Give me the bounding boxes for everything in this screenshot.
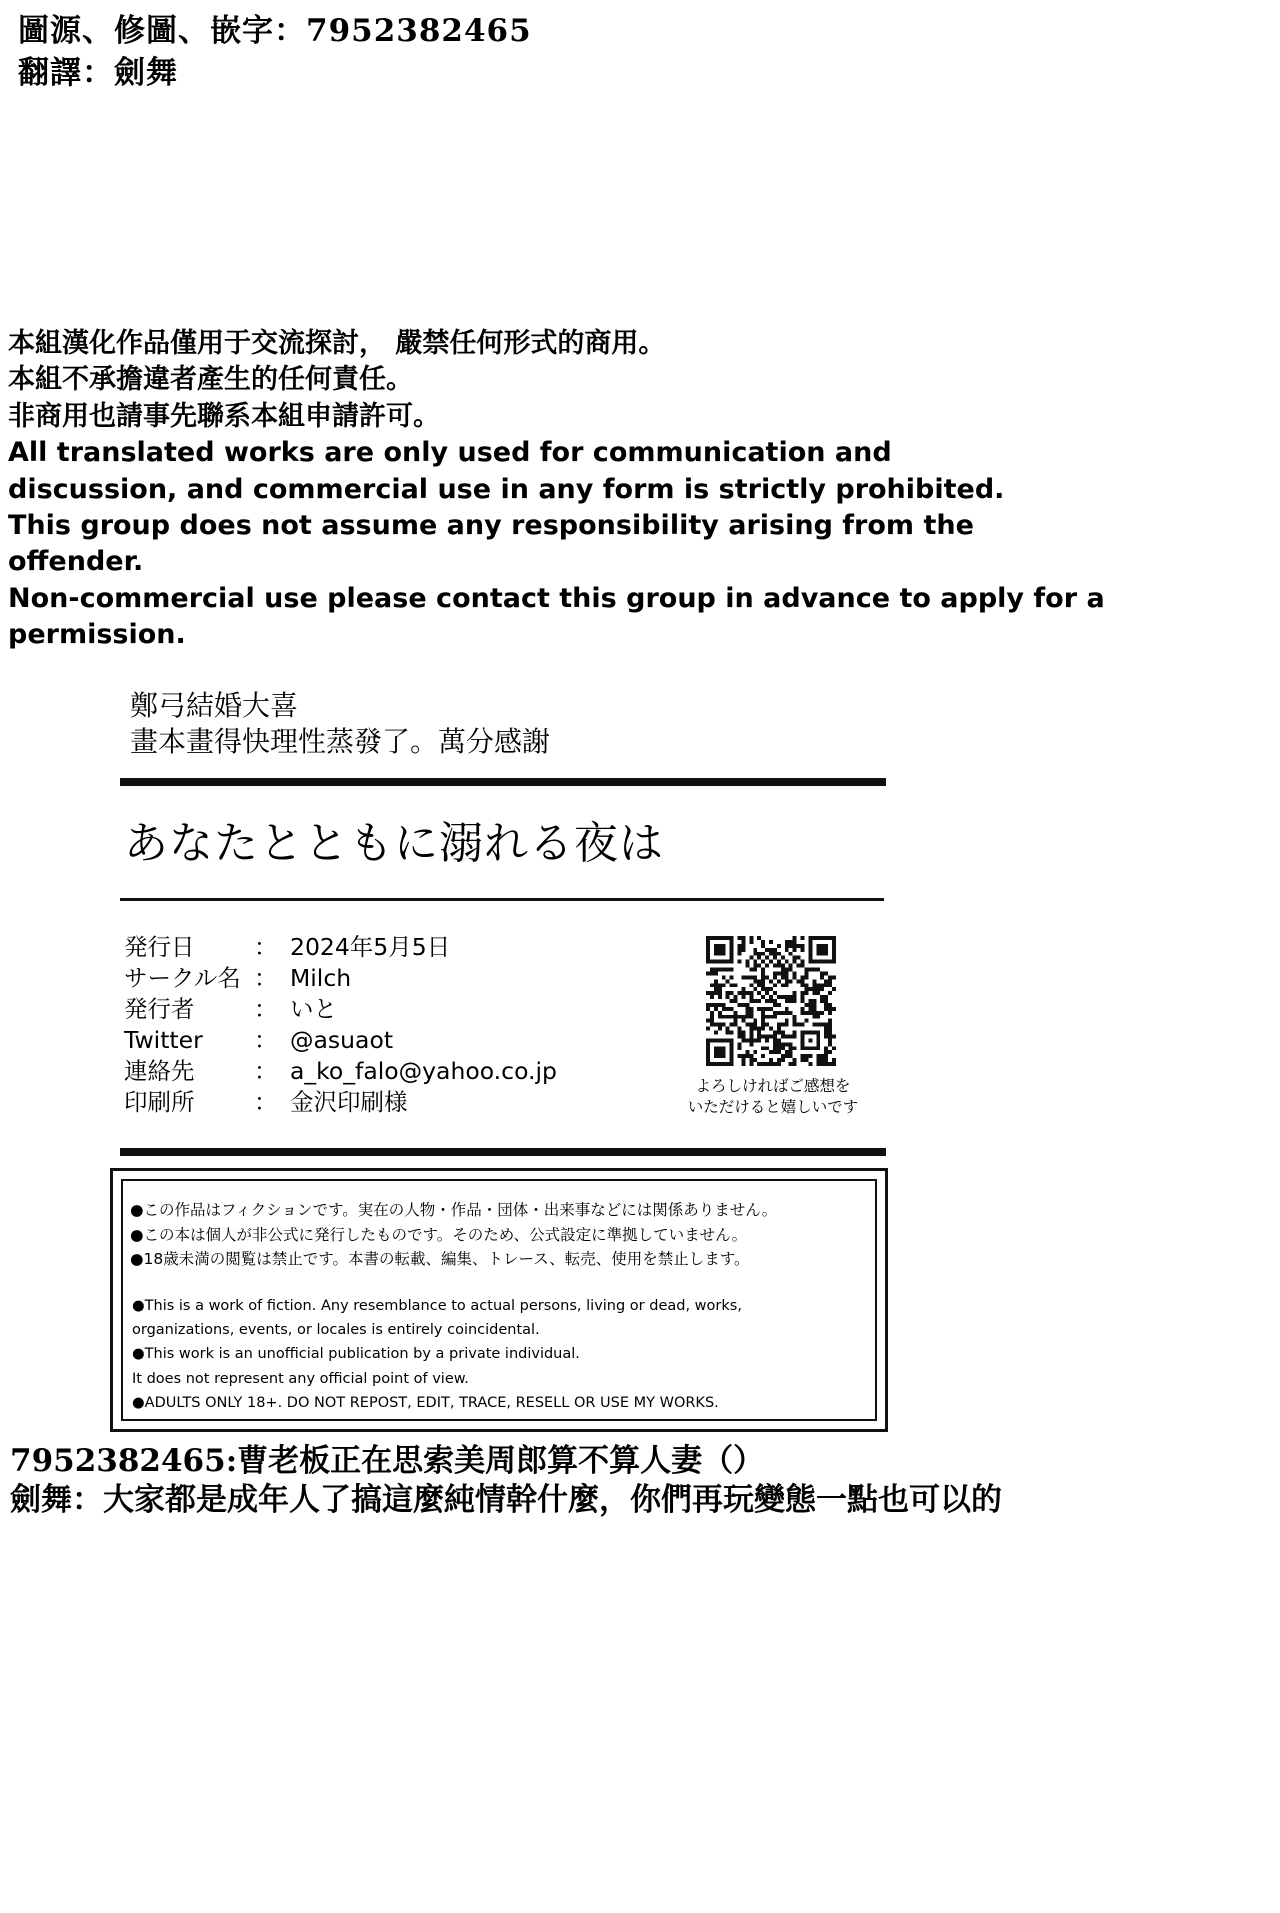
notice-line: ●この作品はフィクションです。実在の人物・作品・団体・出来事などには関係ありません。	[130, 1201, 778, 1219]
notice-line: ●This work is an unofficial publication by a private individual.	[132, 1346, 580, 1363]
translator-note	[130, 688, 550, 760]
qr-code-icon	[706, 936, 836, 1066]
disclaimer-line: 本組漢化作品僅用于交流探討， 嚴禁任何形式的商用。	[8, 328, 666, 359]
colophon-value: a_ko_falo@yahoo.co.jp	[290, 1057, 557, 1085]
qr-caption	[664, 1076, 882, 1118]
book-title: あなたとともに溺れる夜は	[124, 818, 664, 869]
credits-line-editors: 圖源、修圖、嵌字：7952382465	[18, 13, 532, 49]
note-line-congrats: 鄭弓結婚大喜	[130, 689, 299, 722]
notice-line: ●この本は個人が非公式に発行したものです。そのため、公式設定に準拠していません。	[130, 1225, 748, 1244]
colophon-value: 2024年5月5日	[290, 933, 451, 961]
comment-translator: 劍舞：大家都是成年人了搞這麼純情幹什麼，你們再玩變態一點也可以的	[10, 1482, 1002, 1518]
colophon-label: 印刷所	[124, 1088, 195, 1116]
colophon-separator: ：	[254, 995, 278, 1023]
notice-japanese	[130, 1198, 777, 1272]
colophon-separator: ：	[254, 1088, 278, 1116]
disclaimer-line: offender.	[8, 546, 144, 578]
colophon-separator: ：	[254, 964, 278, 992]
notice-english	[132, 1294, 742, 1415]
title-top-rule	[120, 778, 886, 786]
colophon-separator: ：	[254, 933, 278, 961]
notice-line: It does not represent any official point of view.	[132, 1370, 469, 1387]
colophon-value: 金沢印刷様	[290, 1088, 408, 1116]
disclaimer-line: discussion, and commercial use in any form is strictly prohibited.	[8, 473, 1005, 505]
qr-caption-line: よろしければご感想を	[695, 1077, 851, 1095]
notice-line: ●18歳未満の閲覧は禁止です。本書の転載、編集、トレース、転売、使用を禁止します。	[130, 1250, 750, 1268]
note-line-thanks: 畫本畫得快理性蒸發了。萬分感謝	[130, 725, 551, 758]
disclaimer-line: This group does not assume any responsibility arising from the	[8, 510, 974, 542]
credits-line-translator: 翻譯：劍舞	[18, 55, 178, 91]
colophon-label: 発行者	[124, 995, 195, 1023]
colophon-bottom-rule	[120, 1148, 886, 1156]
qr-caption-line: いただけると嬉しいです	[687, 1098, 859, 1116]
colophon-value: @asuaot	[290, 1026, 394, 1054]
translator-comments	[10, 1442, 1046, 1520]
colophon-value: Milch	[290, 964, 352, 992]
colophon-label: 連絡先	[124, 1057, 195, 1085]
group-disclaimer	[8, 326, 1105, 654]
colophon-value: いと	[290, 995, 337, 1023]
notice-line: ●This is a work of fiction. Any resemblance to actual persons, living or dead, works,	[132, 1298, 742, 1314]
colophon-separator: ：	[254, 1057, 278, 1085]
title-bottom-rule	[120, 898, 884, 901]
disclaimer-line: 非商用也請事先聯系本組申請許可。	[8, 400, 440, 432]
credits	[18, 10, 532, 94]
comment-editor: 7952382465:曹老板正在思索美周郎算不算人妻（）	[10, 1443, 765, 1479]
disclaimer-line: 本組不承擔違者產生的任何責任。	[8, 364, 413, 396]
disclaimer-line: All translated works are only used for communication and	[8, 437, 892, 469]
disclaimer-line: permission.	[8, 619, 186, 651]
colophon-label: 発行日	[124, 933, 195, 961]
colophon-separator: ：	[254, 1026, 278, 1054]
colophon-label: Twitter	[124, 1026, 203, 1054]
colophon-label: サークル名	[124, 964, 241, 992]
disclaimer-line: Non-commercial use please contact this group in advance to apply for a	[8, 582, 1105, 614]
notice-line: ●ADULTS ONLY 18+. DO NOT REPOST, EDIT, TRACE, RESELL OR USE MY WORKS.	[132, 1394, 719, 1411]
notice-line: organizations, events, or locales is entirely coincidental.	[132, 1322, 540, 1339]
